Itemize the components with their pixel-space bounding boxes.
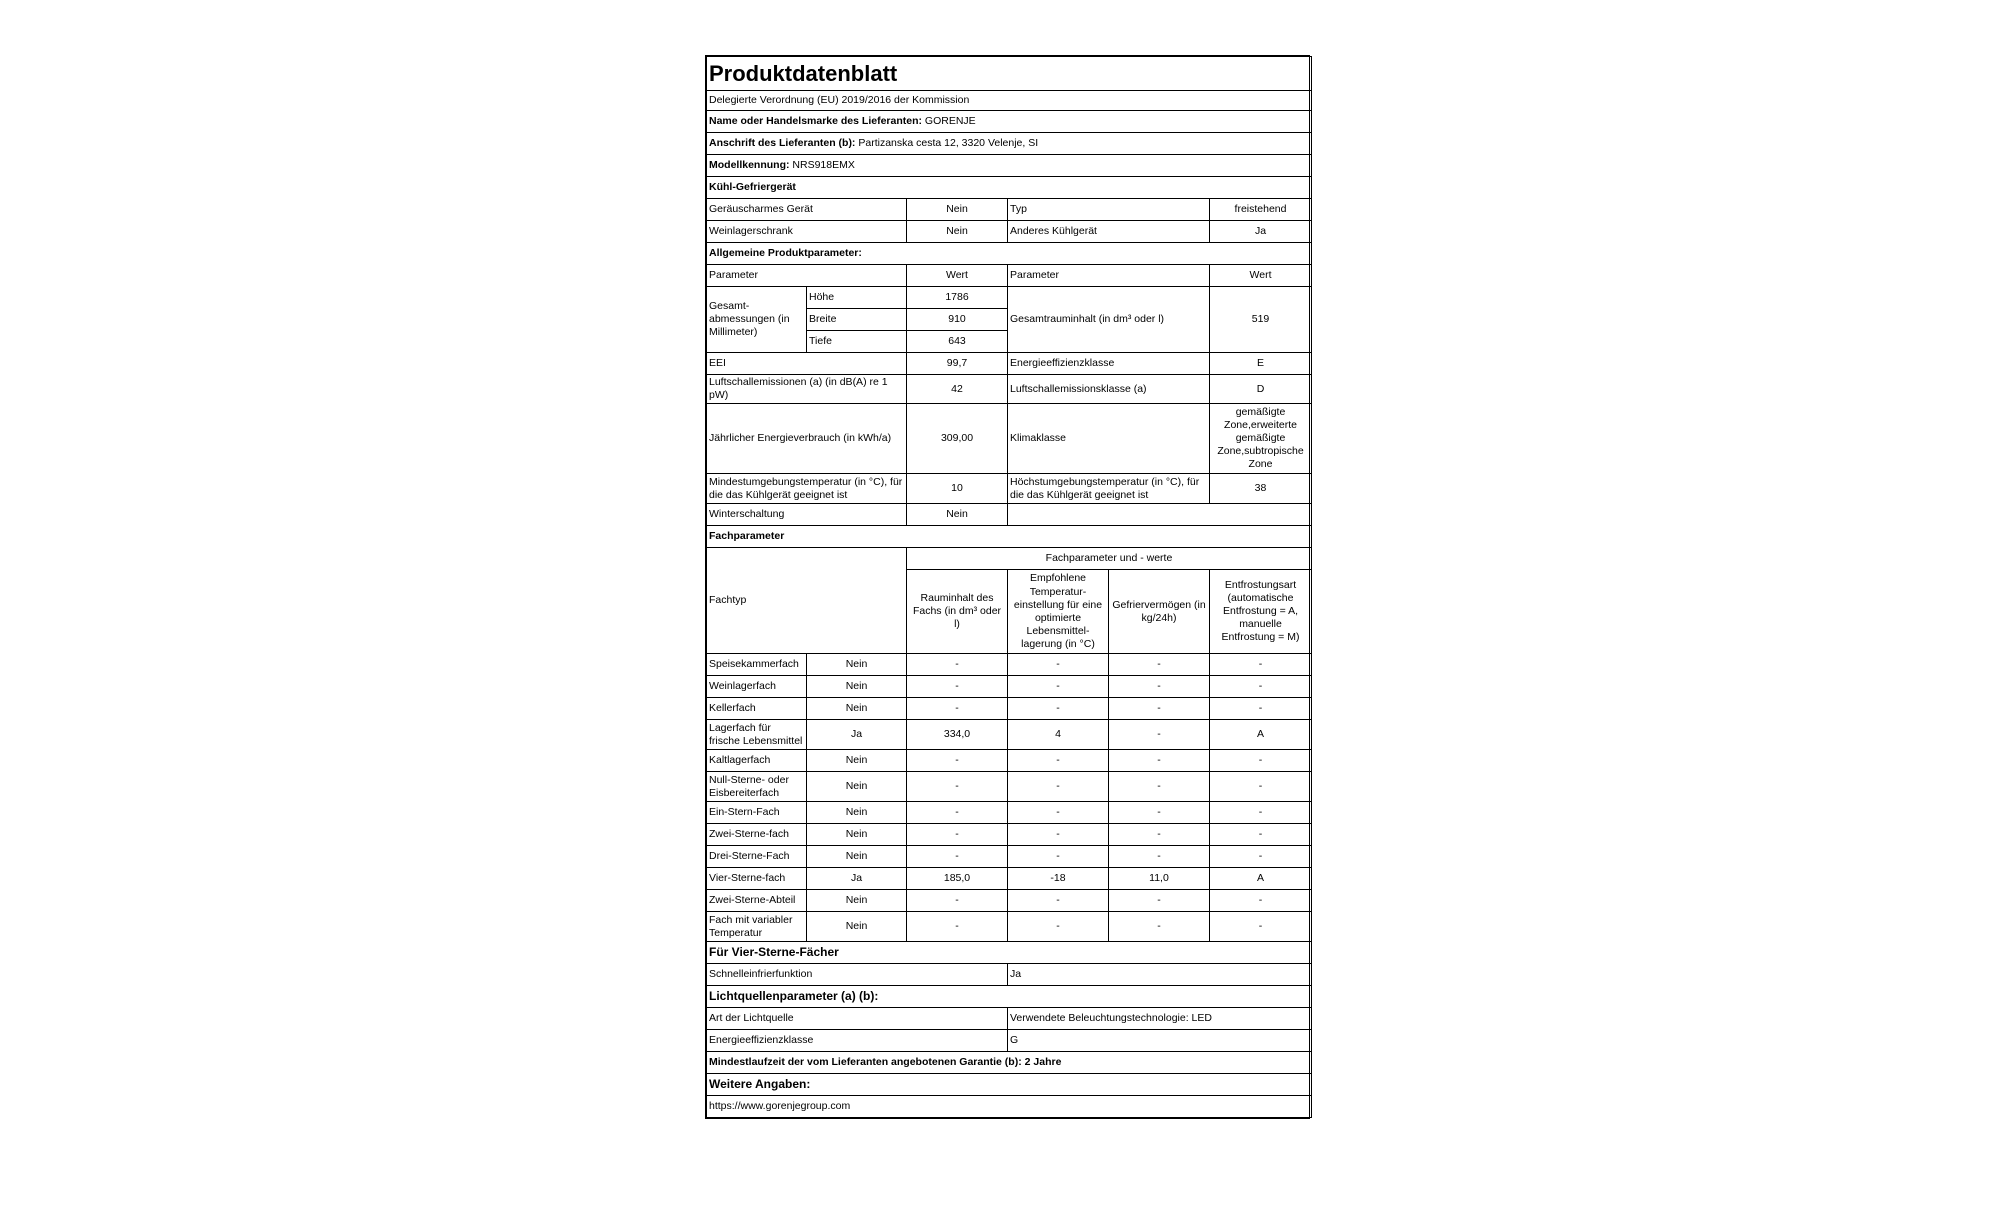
general-title: Allgemeine Produktparameter:: [707, 243, 1312, 265]
compartment-volume: -: [907, 676, 1008, 698]
light-class-value: G: [1008, 1030, 1312, 1052]
column-header: Wert: [1210, 265, 1312, 287]
compartment-freezing: -: [1109, 676, 1210, 698]
height-label: Höhe: [807, 287, 907, 309]
category-title-row: [707, 177, 1312, 199]
noise-label: Luftschallemissionen (a) (in dB(A) re 1 pW): [707, 375, 907, 404]
eec-label: Energieeffizienzklasse: [1008, 353, 1210, 375]
compartment-present: Nein: [807, 890, 907, 912]
column-header-freezing: Gefriervermögen (in kg/24h): [1109, 570, 1210, 654]
climate-value: gemäßigte Zone,erweiterte gemäßigte Zone,subtropische Zone: [1210, 404, 1312, 474]
compartment-present: Nein: [807, 750, 907, 772]
compartment-volume: 185,0: [907, 868, 1008, 890]
min-temp-value: 10: [907, 474, 1008, 504]
category-label: Anderes Kühlgerät: [1008, 221, 1210, 243]
compartment-name: Weinlagerfach: [707, 676, 807, 698]
compartment-temperature: -: [1008, 802, 1109, 824]
compartment-name: Fach mit variabler Temperatur: [707, 912, 807, 942]
product-data-table: [706, 56, 1312, 1118]
compartment-freezing: 11,0: [1109, 868, 1210, 890]
compartment-defrost: A: [1210, 720, 1312, 750]
compartment-volume: -: [907, 824, 1008, 846]
eec-value: E: [1210, 353, 1312, 375]
compartment-temperature: 4: [1008, 720, 1109, 750]
compartment-row: [707, 868, 1312, 890]
compartment-volume: -: [907, 698, 1008, 720]
noise-class-value: D: [1210, 375, 1312, 404]
compartment-row: [707, 802, 1312, 824]
energy-row: [707, 404, 1312, 474]
compartment-name: Drei-Sterne-Fach: [707, 846, 807, 868]
max-temp-value: 38: [1210, 474, 1312, 504]
column-header-temperature: Empfohlene Temperatur-einstellung für eine optimierte Lebensmittel-lagerung (in °C): [1008, 570, 1109, 654]
compartment-row: [707, 720, 1312, 750]
compartment-defrost: -: [1210, 846, 1312, 868]
compartment-temperature: -18: [1008, 868, 1109, 890]
supplier-name-row: [707, 111, 1312, 133]
eei-label: EEI: [707, 353, 907, 375]
noise-value: 42: [907, 375, 1008, 404]
volume-value: 519: [1210, 287, 1312, 353]
compartment-volume: -: [907, 772, 1008, 802]
compartment-row: [707, 912, 1312, 942]
compartment-present: Nein: [807, 676, 907, 698]
compartment-present: Nein: [807, 824, 907, 846]
compartment-freezing: -: [1109, 654, 1210, 676]
further-title: Weitere Angaben:: [707, 1074, 1312, 1096]
temperature-row: [707, 474, 1312, 504]
winter-label: Winterschaltung: [707, 504, 907, 526]
compartment-volume: -: [907, 890, 1008, 912]
category-row-1: [707, 199, 1312, 221]
compartment-defrost: -: [1210, 772, 1312, 802]
dimensions-label: Gesamt-abmessungen (in Millimeter): [707, 287, 807, 353]
column-header: Parameter: [707, 265, 907, 287]
energy-label: Jährlicher Energieverbrauch (in kWh/a): [707, 404, 907, 474]
compartment-temperature: -: [1008, 698, 1109, 720]
further-title-row: [707, 1074, 1312, 1096]
compartment-row: [707, 654, 1312, 676]
volume-label: Gesamtrauminhalt (in dm³ oder l): [1008, 287, 1210, 353]
supplier-name-value: GORENJE: [924, 114, 976, 127]
warranty-label: Mindestlaufzeit der vom Lieferanten angebotenen Garantie (b):: [709, 1056, 1022, 1069]
light-class-row: [707, 1030, 1312, 1052]
compartment-defrost: -: [1210, 912, 1312, 942]
compartment-defrost: -: [1210, 698, 1312, 720]
compartment-freezing: -: [1109, 698, 1210, 720]
compartment-present: Nein: [807, 912, 907, 942]
compartment-row: [707, 750, 1312, 772]
compartment-freezing: -: [1109, 890, 1210, 912]
compartment-temperature: -: [1008, 772, 1109, 802]
further-url[interactable]: https://www.gorenjegroup.com: [707, 1096, 1312, 1118]
compartment-volume: 334,0: [907, 720, 1008, 750]
supplier-name-label: Name oder Handelsmarke des Lieferanten:: [709, 114, 922, 127]
compartment-temperature: -: [1008, 750, 1109, 772]
model-row: [707, 155, 1312, 177]
column-header-volume: Rauminhalt des Fachs (in dm³ oder l): [907, 570, 1008, 654]
title-row: [707, 57, 1312, 91]
depth-value: 643: [907, 331, 1008, 353]
compartment-defrost: -: [1210, 890, 1312, 912]
compartment-present: Nein: [807, 772, 907, 802]
supplier-address-label: Anschrift des Lieferanten (b):: [709, 136, 856, 149]
column-header: Parameter: [1008, 265, 1210, 287]
eei-value: 99,7: [907, 353, 1008, 375]
warranty-value: 2 Jahre: [1024, 1056, 1062, 1069]
compartment-present: Ja: [807, 868, 907, 890]
compartment-row: [707, 824, 1312, 846]
compartment-present: Ja: [807, 720, 907, 750]
energy-value: 309,00: [907, 404, 1008, 474]
category-label: Weinlagerschrank: [707, 221, 907, 243]
height-value: 1786: [907, 287, 1008, 309]
four-star-title-row: [707, 942, 1312, 964]
compartment-freezing: -: [1109, 846, 1210, 868]
compartment-freezing: -: [1109, 720, 1210, 750]
compartment-row: [707, 772, 1312, 802]
four-star-title: Für Vier-Sterne-Fächer: [707, 942, 1312, 964]
light-title-row: [707, 986, 1312, 1008]
compartment-name: Null-Sterne- oder Eisbereiterfach: [707, 772, 807, 802]
light-type-value: Verwendete Beleuchtungstechnologie: LED: [1008, 1008, 1312, 1030]
depth-label: Tiefe: [807, 331, 907, 353]
compartment-present: Nein: [807, 698, 907, 720]
compartment-name: Zwei-Sterne-Abteil: [707, 890, 807, 912]
max-temp-label: Höchstumgebungstemperatur (in °C), für die das Kühlgerät geeignet ist: [1008, 474, 1210, 504]
supplier-address-value: Partizanska cesta 12, 3320 Velenje, SI: [858, 136, 1039, 149]
compartment-defrost: -: [1210, 802, 1312, 824]
compartment-volume: -: [907, 912, 1008, 942]
regulation-row: [707, 91, 1312, 111]
category-title: Kühl-Gefriergerät: [707, 177, 1312, 199]
compartment-row: [707, 846, 1312, 868]
category-value: Nein: [907, 221, 1008, 243]
quick-freeze-row: [707, 964, 1312, 986]
product-data-sheet: [705, 55, 1310, 1119]
compartment-temperature: -: [1008, 890, 1109, 912]
empty-cell: [1008, 504, 1312, 526]
category-row-2: [707, 221, 1312, 243]
compartment-name: Lagerfach für frische Lebensmittel: [707, 720, 807, 750]
noise-class-label: Luftschallemissionsklasse (a): [1008, 375, 1210, 404]
compartment-name: Speisekammerfach: [707, 654, 807, 676]
column-header-defrost: Entfrostungsart (automatische Entfrostung = A, manuelle Entfrostung = M): [1210, 570, 1312, 654]
compartment-temperature: -: [1008, 654, 1109, 676]
compartment-temperature: -: [1008, 676, 1109, 698]
general-title-row: [707, 243, 1312, 265]
compartments-title-row: [707, 526, 1312, 548]
compartment-volume: -: [907, 846, 1008, 868]
quick-freeze-value: Ja: [1008, 964, 1312, 986]
light-title: Lichtquellenparameter (a) (b):: [707, 986, 1312, 1008]
light-type-label: Art der Lichtquelle: [707, 1008, 1008, 1030]
general-header-row: [707, 265, 1312, 287]
width-label: Breite: [807, 309, 907, 331]
category-label: Geräuscharmes Gerät: [707, 199, 907, 221]
compartment-defrost: -: [1210, 824, 1312, 846]
category-label: Typ: [1008, 199, 1210, 221]
compartment-row: [707, 890, 1312, 912]
compartment-name: Vier-Sterne-fach: [707, 868, 807, 890]
compartment-volume: -: [907, 750, 1008, 772]
compartments-group-header-row: [707, 548, 1312, 570]
compartment-name: Kaltlagerfach: [707, 750, 807, 772]
compartment-freezing: -: [1109, 824, 1210, 846]
compartment-volume: -: [907, 802, 1008, 824]
compartment-defrost: -: [1210, 654, 1312, 676]
min-temp-label: Mindestumgebungstemperatur (in °C), für die das Kühlgerät geeignet ist: [707, 474, 907, 504]
category-value: Ja: [1210, 221, 1312, 243]
compartment-present: Nein: [807, 802, 907, 824]
compartment-temperature: -: [1008, 824, 1109, 846]
compartment-present: Nein: [807, 654, 907, 676]
compartment-freezing: -: [1109, 750, 1210, 772]
compartment-defrost: -: [1210, 750, 1312, 772]
compartment-freezing: -: [1109, 912, 1210, 942]
model-value: NRS918EMX: [792, 158, 855, 171]
dimension-row-height: [707, 287, 1312, 309]
compartment-name: Kellerfach: [707, 698, 807, 720]
sheet-title: Produktdatenblatt: [707, 57, 1312, 91]
compartment-type-label: Fachtyp: [707, 548, 907, 654]
compartment-name: Ein-Stern-Fach: [707, 802, 807, 824]
compartment-freezing: -: [1109, 802, 1210, 824]
compartment-row: [707, 698, 1312, 720]
compartment-rows: [707, 654, 1312, 942]
climate-label: Klimaklasse: [1008, 404, 1210, 474]
light-type-row: [707, 1008, 1312, 1030]
winter-row: [707, 504, 1312, 526]
light-class-label: Energieeffizienzklasse: [707, 1030, 1008, 1052]
winter-value: Nein: [907, 504, 1008, 526]
compartments-title: Fachparameter: [707, 526, 1312, 548]
compartment-row: [707, 676, 1312, 698]
compartment-values-header: Fachparameter und - werte: [907, 548, 1312, 570]
compartment-defrost: A: [1210, 868, 1312, 890]
compartment-present: Nein: [807, 846, 907, 868]
column-header: Wert: [907, 265, 1008, 287]
compartment-name: Zwei-Sterne-fach: [707, 824, 807, 846]
quick-freeze-label: Schnelleinfrierfunktion: [707, 964, 1008, 986]
category-value: Nein: [907, 199, 1008, 221]
compartment-defrost: -: [1210, 676, 1312, 698]
regulation-text: Delegierte Verordnung (EU) 2019/2016 der Kommission: [707, 91, 1312, 111]
compartment-temperature: -: [1008, 846, 1109, 868]
compartment-volume: -: [907, 654, 1008, 676]
supplier-address-row: [707, 133, 1312, 155]
compartment-temperature: -: [1008, 912, 1109, 942]
warranty-row: [707, 1052, 1312, 1074]
width-value: 910: [907, 309, 1008, 331]
further-url-row: [707, 1096, 1312, 1118]
eei-row: [707, 353, 1312, 375]
category-value: freistehend: [1210, 199, 1312, 221]
noise-row: [707, 375, 1312, 404]
compartment-freezing: -: [1109, 772, 1210, 802]
model-label: Modellkennung:: [709, 158, 790, 171]
